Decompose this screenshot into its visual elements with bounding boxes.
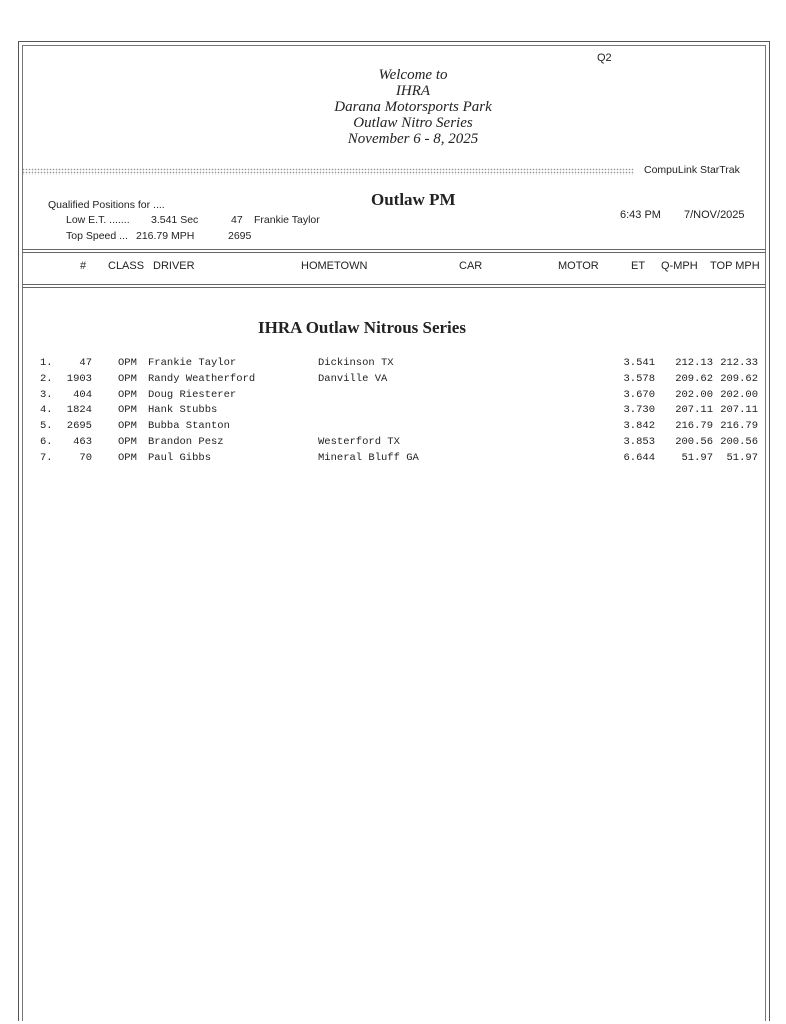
table-row	[0, 436, 786, 452]
cell-topmph: 51.97	[726, 451, 758, 464]
col-header-qmph: Q-MPH	[661, 260, 698, 272]
cell-driver: Brandon Pesz	[148, 436, 224, 448]
cell-driver: Hank Stubbs	[148, 404, 218, 417]
cell-driver: Paul Gibbs	[148, 451, 212, 464]
cell-class: OPM	[118, 436, 137, 448]
header-rule-bottom-2	[22, 287, 766, 288]
cell-topmph: 216.79	[720, 420, 758, 433]
cell-num: 1903	[66, 372, 92, 385]
cell-class: OPM	[118, 451, 137, 464]
col-header-et: ET	[631, 260, 646, 272]
col-header-topmph: TOP MPH	[710, 260, 760, 272]
top-speed-car: 2695	[228, 230, 252, 242]
cell-et: 3.541	[623, 357, 655, 369]
cell-qmph: 212.13	[675, 357, 713, 369]
cell-topmph: 200.56	[720, 436, 758, 448]
cell-class: OPM	[118, 404, 137, 417]
cell-pos: 6.	[40, 436, 53, 448]
dotted-separator	[22, 168, 634, 175]
low-et-car: 47	[231, 214, 243, 226]
table-row	[0, 452, 786, 468]
cell-qmph: 51.97	[681, 451, 713, 464]
table-row	[0, 373, 786, 389]
cell-topmph: 212.33	[720, 357, 758, 369]
cell-driver: Frankie Taylor	[148, 357, 237, 369]
cell-pos: 7.	[40, 451, 53, 464]
brand-label: CompuLink StarTrak	[644, 164, 740, 176]
welcome-line-1: Welcome to	[378, 67, 448, 83]
cell-qmph: 202.00	[675, 388, 713, 401]
col-header-driver: DRIVER	[153, 260, 195, 272]
cell-hometown: Westerford TX	[318, 436, 400, 448]
cell-num: 463	[73, 436, 92, 448]
cell-driver: Bubba Stanton	[148, 420, 230, 433]
cell-et: 3.670	[623, 388, 655, 401]
cell-qmph: 216.79	[675, 420, 713, 433]
cell-et: 3.842	[623, 420, 655, 433]
header-rule-top-2	[22, 252, 766, 253]
col-header-hometown: HOMETOWN	[301, 260, 368, 272]
cell-num: 1824	[66, 404, 92, 417]
welcome-line-2: IHRA	[395, 83, 431, 99]
cell-et: 3.853	[623, 436, 655, 448]
report-date: 7/NOV/2025	[684, 209, 745, 221]
welcome-line-4: Outlaw Nitro Series	[353, 115, 473, 131]
col-header-motor: MOTOR	[558, 260, 599, 272]
cell-class: OPM	[118, 357, 137, 369]
cell-pos: 5.	[40, 420, 53, 433]
report-time: 6:43 PM	[620, 209, 661, 221]
top-speed-label: Top Speed ...	[66, 230, 128, 242]
cell-class: OPM	[118, 388, 137, 401]
header-rule-bottom	[22, 284, 766, 285]
cell-pos: 1.	[40, 357, 53, 369]
cell-hometown: Dickinson TX	[318, 357, 394, 369]
cell-pos: 3.	[40, 388, 53, 401]
qualified-label: Qualified Positions for ....	[48, 199, 165, 211]
round-label: Q2	[597, 52, 612, 64]
section-title: IHRA Outlaw Nitrous Series	[258, 318, 466, 337]
low-et-value: 3.541 Sec	[151, 214, 199, 226]
table-row	[0, 357, 786, 373]
cell-pos: 2.	[40, 372, 53, 385]
header-rule-top	[22, 249, 766, 250]
top-speed-value: 216.79 MPH	[136, 230, 195, 242]
cell-class: OPM	[118, 420, 137, 433]
col-header-class: CLASS	[108, 260, 145, 272]
cell-hometown: Danville VA	[318, 372, 388, 385]
cell-qmph: 200.56	[675, 436, 713, 448]
cell-qmph: 209.62	[675, 372, 713, 385]
event-class-title: Outlaw PM	[371, 190, 456, 209]
cell-hometown: Mineral Bluff GA	[318, 451, 419, 464]
cell-driver: Randy Weatherford	[148, 372, 256, 385]
table-row	[0, 389, 786, 405]
welcome-line-3: Darana Motorsports Park	[334, 99, 492, 115]
cell-num: 47	[79, 357, 92, 369]
low-et-label: Low E.T. .......	[66, 214, 130, 226]
cell-topmph: 202.00	[720, 388, 758, 401]
col-header-car: CAR	[459, 260, 483, 272]
cell-pos: 4.	[40, 404, 53, 417]
cell-et: 3.578	[623, 372, 655, 385]
welcome-line-5: November 6 - 8, 2025	[347, 131, 479, 147]
cell-et: 6.644	[623, 451, 655, 464]
cell-num: 2695	[66, 420, 92, 433]
cell-driver: Doug Riesterer	[148, 388, 237, 401]
cell-topmph: 209.62	[720, 372, 758, 385]
cell-num: 404	[73, 388, 92, 401]
cell-class: OPM	[118, 372, 137, 385]
low-et-driver: Frankie Taylor	[254, 214, 320, 226]
table-row	[0, 404, 786, 420]
cell-qmph: 207.11	[675, 404, 713, 417]
cell-num: 70	[79, 451, 92, 464]
cell-et: 3.730	[623, 404, 655, 417]
col-header-num: #	[80, 260, 87, 272]
table-row	[0, 420, 786, 436]
cell-topmph: 207.11	[720, 404, 758, 417]
